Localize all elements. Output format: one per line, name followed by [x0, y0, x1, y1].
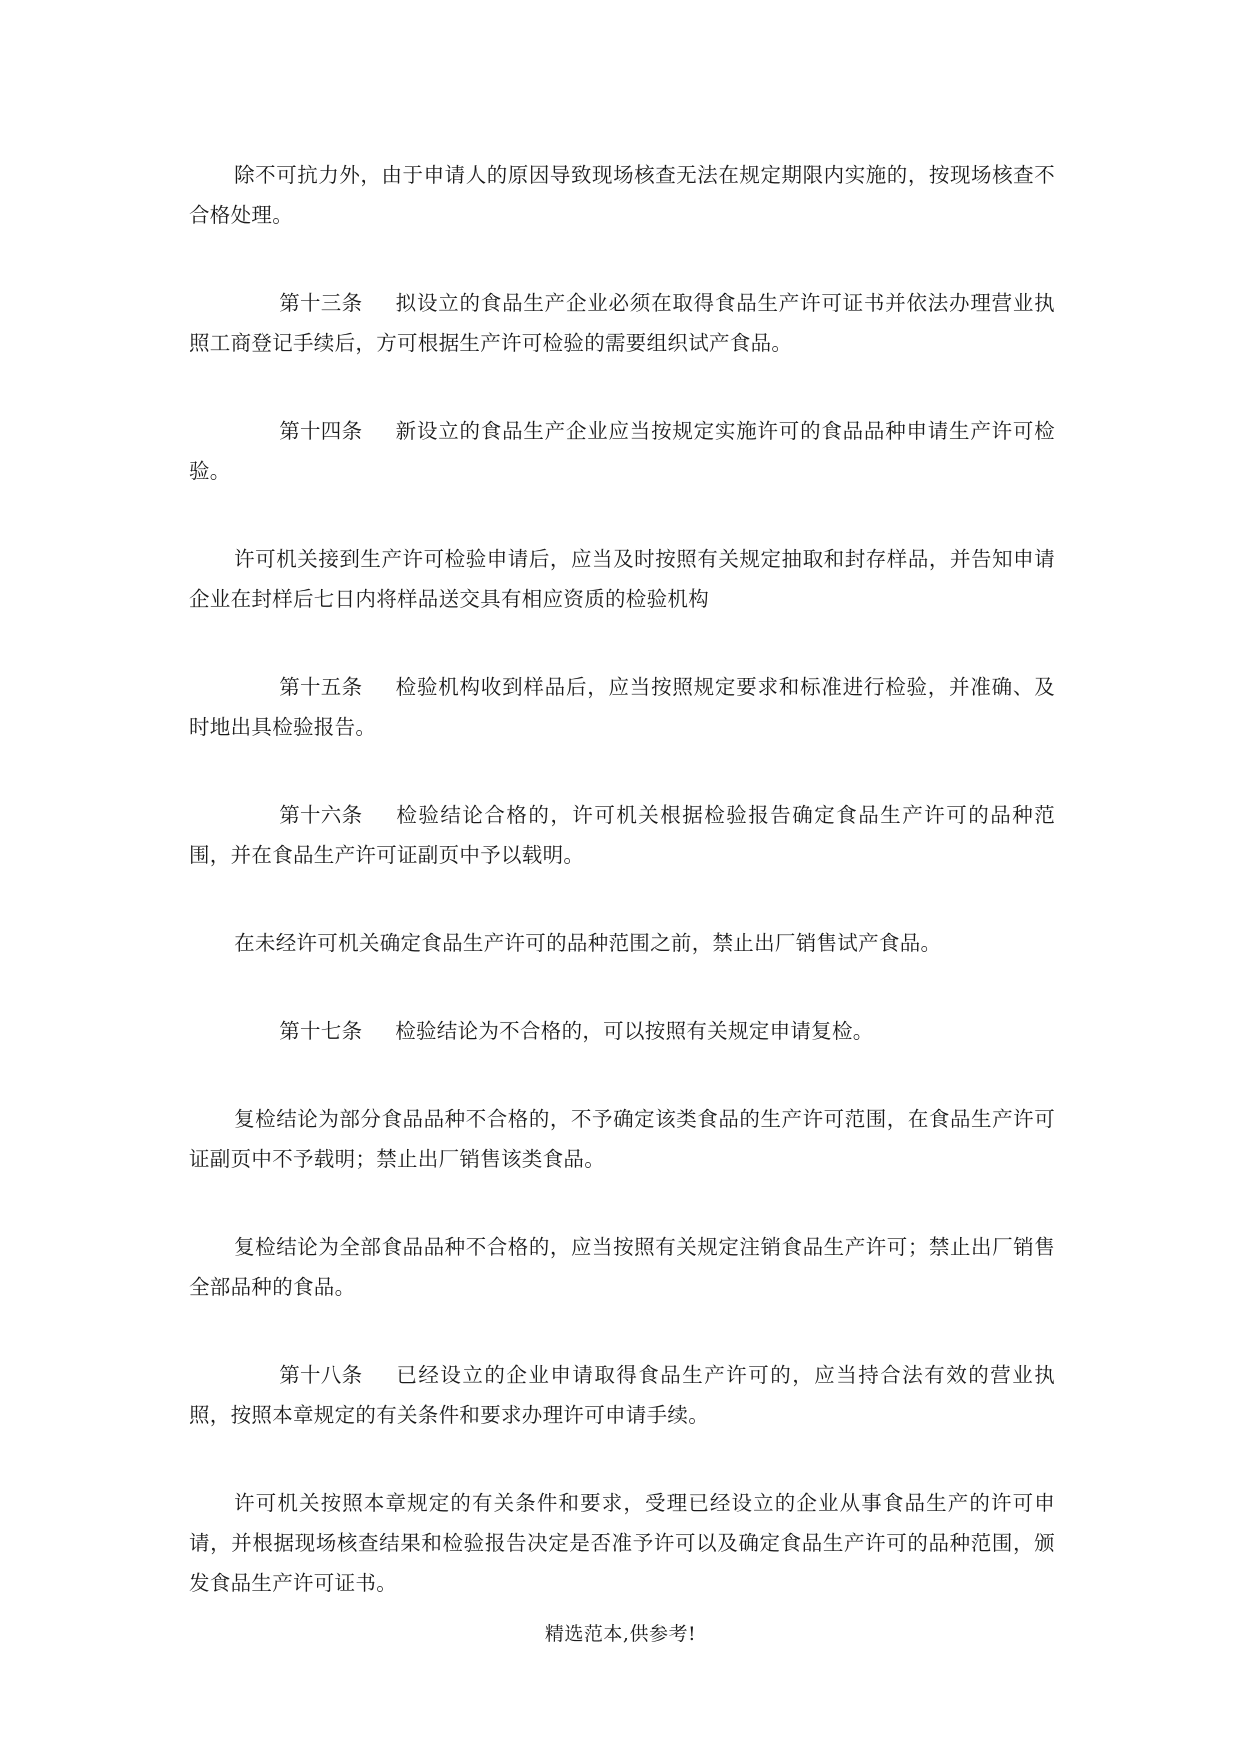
article-number: 第十六条 [279, 803, 363, 827]
paragraph-text: 复检结论为全部食品品种不合格的，应当按照有关规定注销食品生产许可；禁止出厂销售全部品种的食品。 [189, 1235, 1055, 1299]
article-number: 第十八条 [279, 1363, 363, 1387]
paragraph [189, 1227, 1055, 1307]
paragraph [189, 1099, 1055, 1179]
article-number: 第十七条 [279, 1019, 363, 1043]
paragraph [189, 155, 1055, 235]
paragraph-text: 许可机关接到生产许可检验申请后，应当及时按照有关规定抽取和封存样品，并告知申请企业在封样后七日内将样品送交具有相应资质的检验机构 [189, 547, 1055, 611]
paragraph [189, 923, 1055, 963]
article-number: 第十五条 [279, 675, 363, 699]
article-paragraph [189, 667, 1055, 747]
paragraph-text: 已经设立的企业申请取得食品生产许可的，应当持合法有效的营业执照，按照本章规定的有关条件和要求办理许可申请手续。 [189, 1363, 1055, 1427]
article-number: 第十三条 [279, 291, 363, 315]
paragraph-text: 拟设立的食品生产企业必须在取得食品生产许可证书并依法办理营业执照工商登记手续后，方可根据生产许可检验的需要组织试产食品。 [189, 291, 1055, 355]
paragraph-text: 新设立的食品生产企业应当按规定实施许可的食品品种申请生产许可检验。 [189, 419, 1055, 483]
article-paragraph [189, 1011, 1055, 1051]
paragraph-text: 除不可抗力外，由于申请人的原因导致现场核查无法在规定期限内实施的，按现场核查不合格处理。 [189, 163, 1055, 227]
article-paragraph [189, 795, 1055, 875]
paragraph-text: 检验机构收到样品后，应当按照规定要求和标准进行检验，并准确、及时地出具检验报告。 [189, 675, 1055, 739]
document-body [189, 155, 1055, 1651]
paragraph-text: 检验结论为不合格的，可以按照有关规定申请复检。 [395, 1019, 874, 1043]
paragraph-text: 许可机关按照本章规定的有关条件和要求，受理已经设立的企业从事食品生产的许可申请，并根据现场核查结果和检验报告决定是否准予许可以及确定食品生产许可的品种范围，颁发食品生产许可证书。 [189, 1491, 1055, 1595]
article-paragraph [189, 283, 1055, 363]
page-footer: 精选范本,供参考! [544, 1623, 697, 1645]
article-paragraph [189, 1355, 1055, 1435]
paragraph [189, 1483, 1055, 1603]
paragraph-text: 在未经许可机关确定食品生产许可的品种范围之前，禁止出厂销售试产食品。 [234, 931, 942, 955]
article-paragraph [189, 411, 1055, 491]
paragraph [189, 539, 1055, 619]
paragraph-text: 复检结论为部分食品品种不合格的，不予确定该类食品的生产许可范围，在食品生产许可证副页中不予载明；禁止出厂销售该类食品。 [189, 1107, 1055, 1171]
article-number: 第十四条 [279, 419, 363, 443]
paragraph-text: 检验结论合格的，许可机关根据检验报告确定食品生产许可的品种范围，并在食品生产许可证副页中予以载明。 [189, 803, 1055, 867]
